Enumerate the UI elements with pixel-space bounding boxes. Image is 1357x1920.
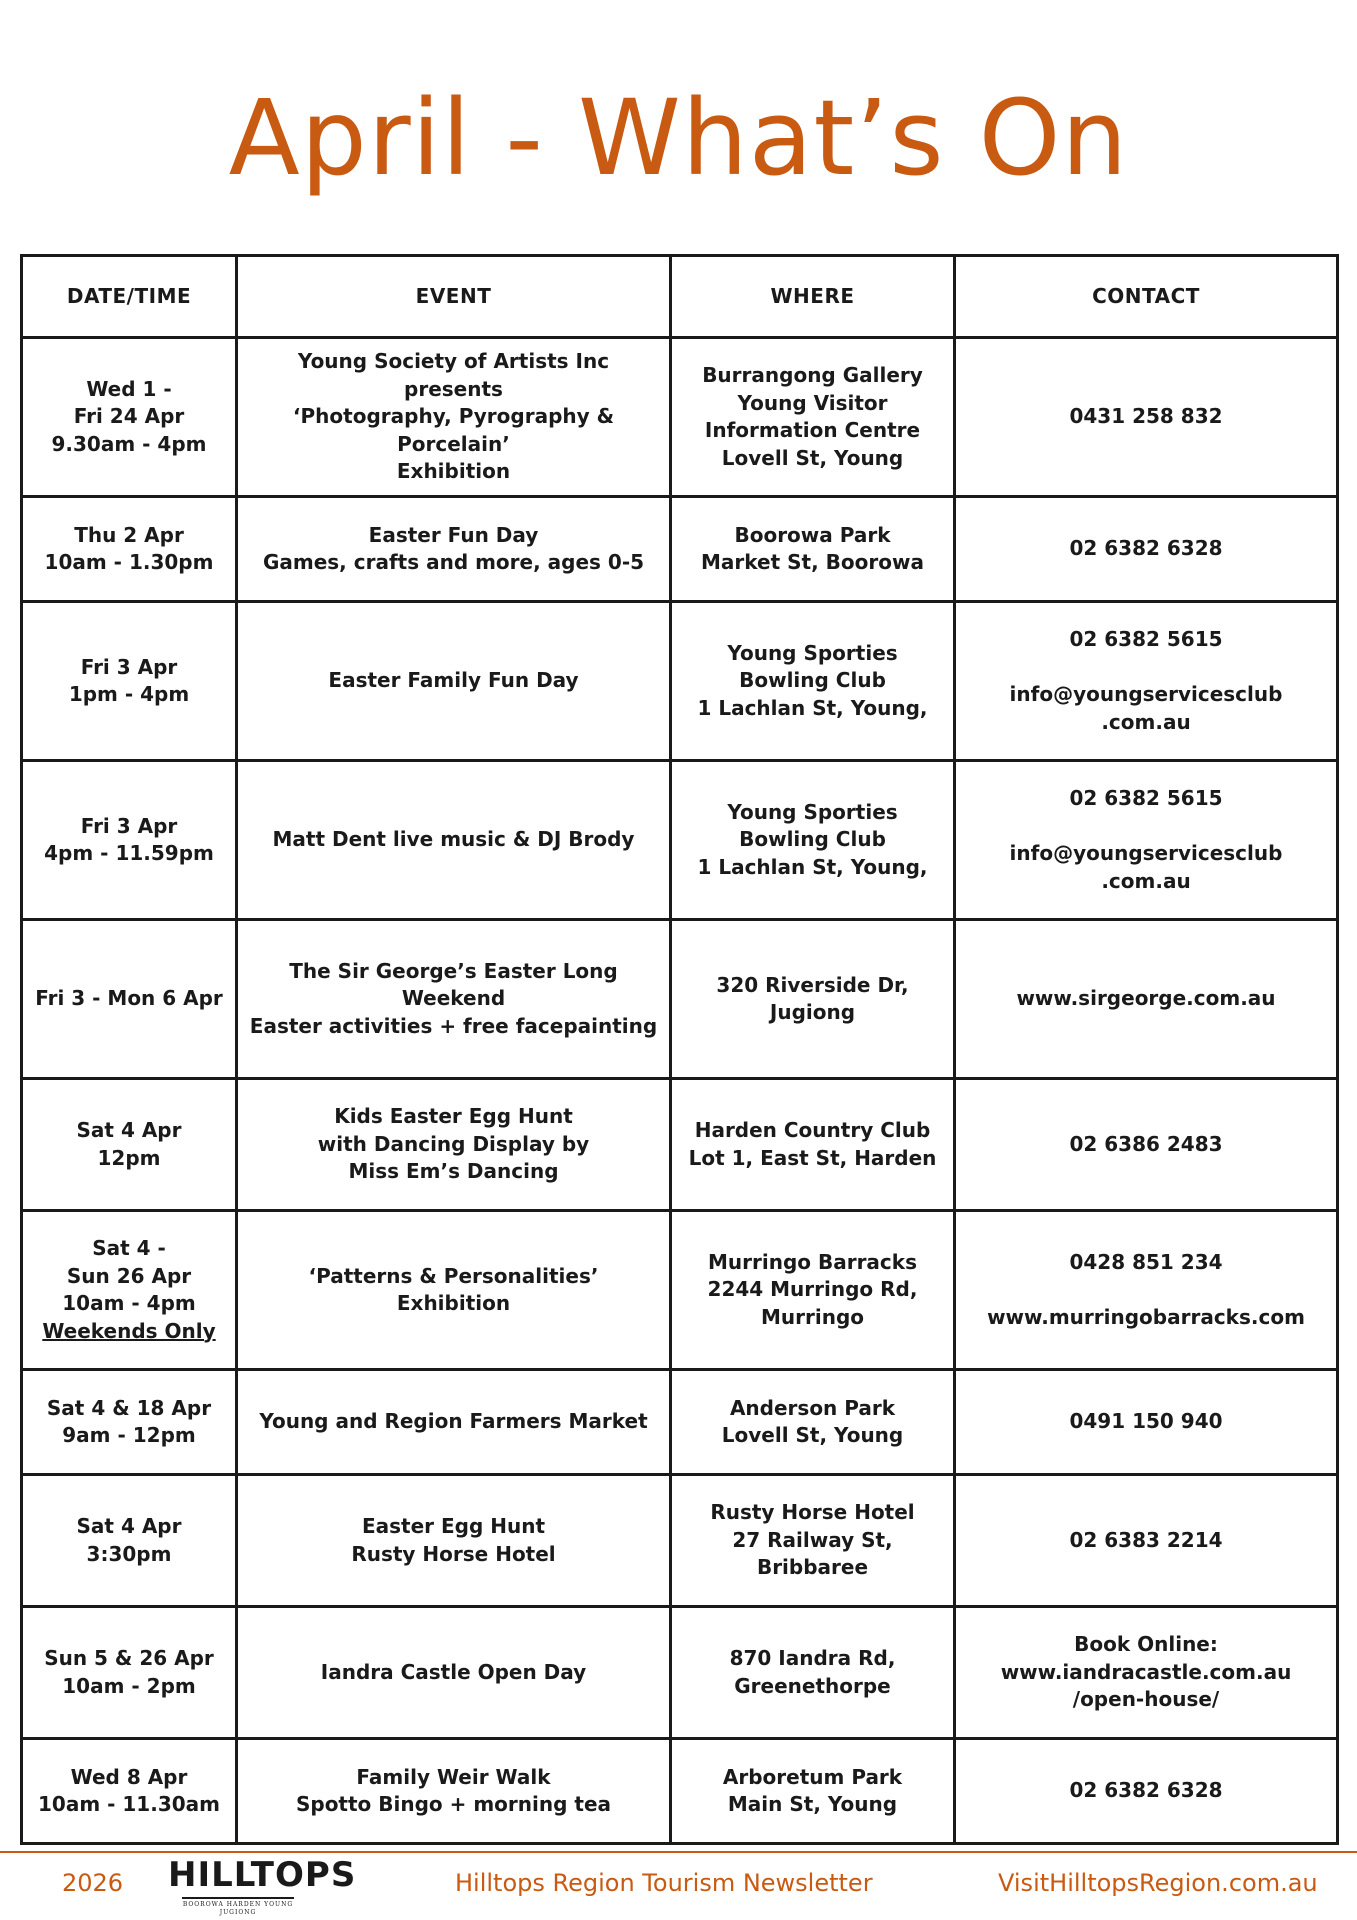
cell-event: Easter Family Fun Day [237,602,671,761]
table-header-row [22,256,1338,338]
logo-wordmark: HILLTOPS [168,1855,357,1895]
cell-event: Kids Easter Egg Hunt with Dancing Display by Miss Em’s Dancing [237,1079,671,1211]
footer-website-link[interactable]: VisitHilltopsRegion.com.au [998,1869,1318,1897]
table-row [22,1739,1338,1844]
table-row [22,920,1338,1079]
cell-contact: 02 6386 2483 [955,1079,1338,1211]
cell-contact: 02 6382 6328 [955,497,1338,602]
cell-event: The Sir George’s Easter Long Weekend Easter activities + free facepainting [237,920,671,1079]
cell-datetime [22,1211,237,1370]
cell-where: Rusty Horse Hotel 27 Railway St, Bribbaree [671,1475,955,1607]
cell-contact[interactable]: 0428 851 234 www.murringobarracks.com [955,1211,1338,1370]
cell-contact: 02 6382 6328 [955,1739,1338,1844]
footer-newsletter-title: Hilltops Region Tourism Newsletter [455,1869,873,1897]
cell-where: Harden Country Club Lot 1, East St, Harden [671,1079,955,1211]
table-row [22,602,1338,761]
cell-contact: 0491 150 940 [955,1370,1338,1475]
hilltops-logo [168,1855,357,1916]
footer-year: 2026 [62,1869,124,1897]
table-row [22,1607,1338,1739]
cell-event: Matt Dent live music & DJ Brody [237,761,671,920]
cell-event: Family Weir Walk Spotto Bingo + morning tea [237,1739,671,1844]
cell-datetime: Fri 3 - Mon 6 Apr [22,920,237,1079]
header-contact: CONTACT [955,256,1338,338]
cell-where: Young Sporties Bowling Club 1 Lachlan St, Young, [671,761,955,920]
cell-event: Easter Fun Day Games, crafts and more, ages 0-5 [237,497,671,602]
header-datetime: DATE/TIME [22,256,237,338]
datetime-text: Sat 4 - Sun 26 Apr 10am - 4pm [62,1236,196,1315]
cell-datetime: Thu 2 Apr 10am - 1.30pm [22,497,237,602]
header-event: EVENT [237,256,671,338]
cell-event: Easter Egg Hunt Rusty Horse Hotel [237,1475,671,1607]
cell-datetime: Wed 8 Apr 10am - 11.30am [22,1739,237,1844]
cell-where: Burrangong Gallery Young Visitor Information Centre Lovell St, Young [671,338,955,497]
cell-datetime: Sun 5 & 26 Apr 10am - 2pm [22,1607,237,1739]
cell-datetime: Fri 3 Apr 4pm - 11.59pm [22,761,237,920]
cell-datetime: Wed 1 - Fri 24 Apr 9.30am - 4pm [22,338,237,497]
table-row [22,1370,1338,1475]
logo-underline [182,1897,294,1899]
cell-contact[interactable]: Book Online: www.iandracastle.com.au /open-house/ [955,1607,1338,1739]
cell-datetime: Sat 4 Apr 12pm [22,1079,237,1211]
weekends-only-note: Weekends Only [42,1318,216,1343]
cell-where: Anderson Park Lovell St, Young [671,1370,955,1475]
table-row [22,1211,1338,1370]
cell-datetime: Sat 4 Apr 3:30pm [22,1475,237,1607]
cell-event: Young and Region Farmers Market [237,1370,671,1475]
page-title: April - What’s On [228,77,1129,199]
cell-event: Iandra Castle Open Day [237,1607,671,1739]
cell-contact: 02 6383 2214 [955,1475,1338,1607]
cell-where: Murringo Barracks 2244 Murringo Rd, Murringo [671,1211,955,1370]
cell-where: Arboretum Park Main St, Young [671,1739,955,1844]
table-row [22,1079,1338,1211]
footer-divider [0,1851,1357,1853]
cell-where: Boorowa Park Market St, Boorowa [671,497,955,602]
cell-event: ‘Patterns & Personalities’ Exhibition [237,1211,671,1370]
cell-where: 320 Riverside Dr, Jugiong [671,920,955,1079]
cell-contact: 0431 258 832 [955,338,1338,497]
cell-datetime: Sat 4 & 18 Apr 9am - 12pm [22,1370,237,1475]
table-row [22,761,1338,920]
cell-where: Young Sporties Bowling Club 1 Lachlan St, Young, [671,602,955,761]
table-row [22,1475,1338,1607]
cell-contact[interactable]: 02 6382 5615 info@youngservicesclub .com.au [955,761,1338,920]
cell-contact[interactable]: 02 6382 5615 info@youngservicesclub .com.au [955,602,1338,761]
cell-datetime: Fri 3 Apr 1pm - 4pm [22,602,237,761]
table-row [22,338,1338,497]
cell-contact[interactable]: www.sirgeorge.com.au [955,920,1338,1079]
header-where: WHERE [671,256,955,338]
cell-event: Young Society of Artists Inc presents ‘Photography, Pyrography & Porcelain’ Exhibition [237,338,671,497]
table-row [22,497,1338,602]
logo-towns: BOOROWA HARDEN YOUNG JUGIONG [182,1901,294,1916]
cell-where: 870 Iandra Rd, Greenethorpe [671,1607,955,1739]
events-table [20,254,1339,1845]
